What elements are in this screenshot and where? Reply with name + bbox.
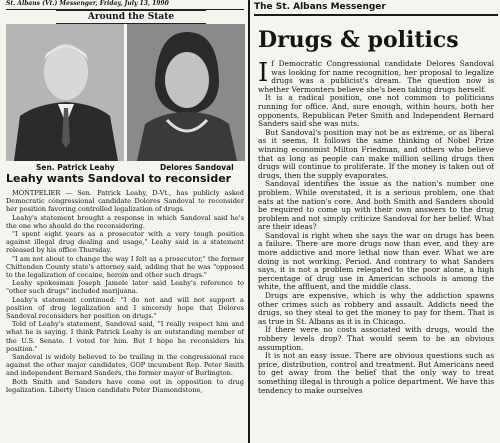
paragraph: Leahy's statement brought a response in which Sandoval said he's the one who should do the reconsidering. — [6, 213, 244, 230]
paragraph: MONTPELIER — Sen. Patrick Leahy, D-Vt., has publicly asked Democratic congressional candidate Dolores Sandoval to reconsider her position favoring controlled legalization of drugs. — [6, 189, 244, 214]
editorial-headline: Drugs & politics — [258, 27, 459, 53]
editorial-body — [258, 60, 494, 443]
paragraph: Both Smith and Sanders have come out in opposition to drug legalization. Liberty Union candidate Peter Diamondstone, — [6, 377, 244, 394]
article-headline-left: Leahy wants Sandoval to reconsider — [6, 172, 232, 185]
article-body-left — [6, 189, 244, 443]
paragraph: "I spent eight years as a prosecutor with a very tough position against illegal drug dealing and usage," Leahy said in a statement released by his office Thursday. — [6, 230, 244, 255]
section-label: Around the State — [56, 10, 206, 24]
caption-sandoval: Delores Sandoval — [160, 163, 234, 172]
paragraph: Leahy spokesman Joseph Jamele later said Leahy's reference to "other such drugs" included marijuana. — [6, 279, 244, 296]
column-divider — [248, 0, 250, 443]
paragraph: It is a radical position, one not common to politicians running for office. And, sure enough, within hours, both her opponents, Republican Peter Smith and Independent Bernard Sanders said she was nuts. — [258, 93, 494, 129]
editorial-masthead: The St. Albans Messenger — [254, 0, 498, 16]
paragraph: "I am not about to change the way I felt as a prosecutor," the former Chittenden County state's attorney said, adding that he was "opposed to the legalization of cocaine, heroin and other such drugs." — [6, 254, 244, 280]
paragraph: If there were no costs associated with drugs, would the robbery levels drop? That would seem to be an obvious assumption. — [258, 325, 494, 352]
paragraph: Leahy's statement continued: "I do not and will not support a position of drug legalization and I sincerely hope that Delores Sandoval reconsiders her position on drugs." — [6, 295, 244, 321]
photo-patrick-leahy — [6, 24, 124, 161]
paragraph: Sandoval is right when she says the war on drugs has been a failure. There are more drugs now than ever, and they are more addictive and more lethal now than ever. What we are doing is not working. Period. And contrary to what Sanders says, it is not a problem relegated to the poor alone, a high percentage of drug use in American schools is among the white, the affluent, and the middle class. — [258, 230, 494, 292]
paragraph: Drugs are expensive, which is why the addiction spawns other crimes such as robbery and assault. Addicts need the drugs, so they steal to get the money to pay for them. That is as true in St. Albans as it is in Chicago. — [258, 291, 494, 326]
paragraph: Told of Leahy's statement, Sandoval said, "I really respect him and what he is saying. I think Patrick Leahy is an outstanding member of the U.S. Senate. I voted for him. But I hope he reconsiders his position." — [6, 320, 244, 353]
right-column — [252, 0, 500, 443]
paragraph: But Sandoval's position may not be as extreme, or as liberal as it seems. It follows the same thinking of Nobel Prize winning economist Milton Friedman, and others who believe that as long as people can make million selling drugs then drugs will continue to proliferate. If the money is taken out of drugs, then the supply evaporates. — [258, 127, 494, 180]
photo-delores-sandoval — [127, 24, 245, 161]
caption-leahy: Sen. Patrick Leahy — [36, 163, 115, 172]
page-dateline: St. Albans (Vt.) Messenger, Friday, July 13, 1990 — [6, 0, 244, 10]
paragraph: If Democratic Congressional candidate Delores Sandoval was looking for name recognition, her proposal to legalize drugs was a publicist's dream. The question now is whether Vermonters believe she's been taking drugs herself. — [258, 60, 494, 94]
paragraph: Sandoval is widely believed to be trailing in the congressional race against the other major candidates, GOP incumbent Rep. Peter Smith and independent Bernard Sanders, the former mayor of Burlington. — [6, 353, 244, 378]
paragraph: It is not an easy issue. There are obvious questions such as price, distribution, control and treatment. But Americans need to get away from the belief that the only way to treat something illegal is through a police department. We have this tendency to make ourselves — [258, 351, 494, 395]
left-column — [0, 0, 247, 443]
paragraph: Sandoval identifies the issue as the nation's number one problem. While overstated, it is a serious problem, one that eats at the nation's core. And both Smith and Sanders should be required to come up with their own answers to the drug problem and not simply criticize Sandoval for her belief. What are their ideas? — [258, 179, 494, 232]
